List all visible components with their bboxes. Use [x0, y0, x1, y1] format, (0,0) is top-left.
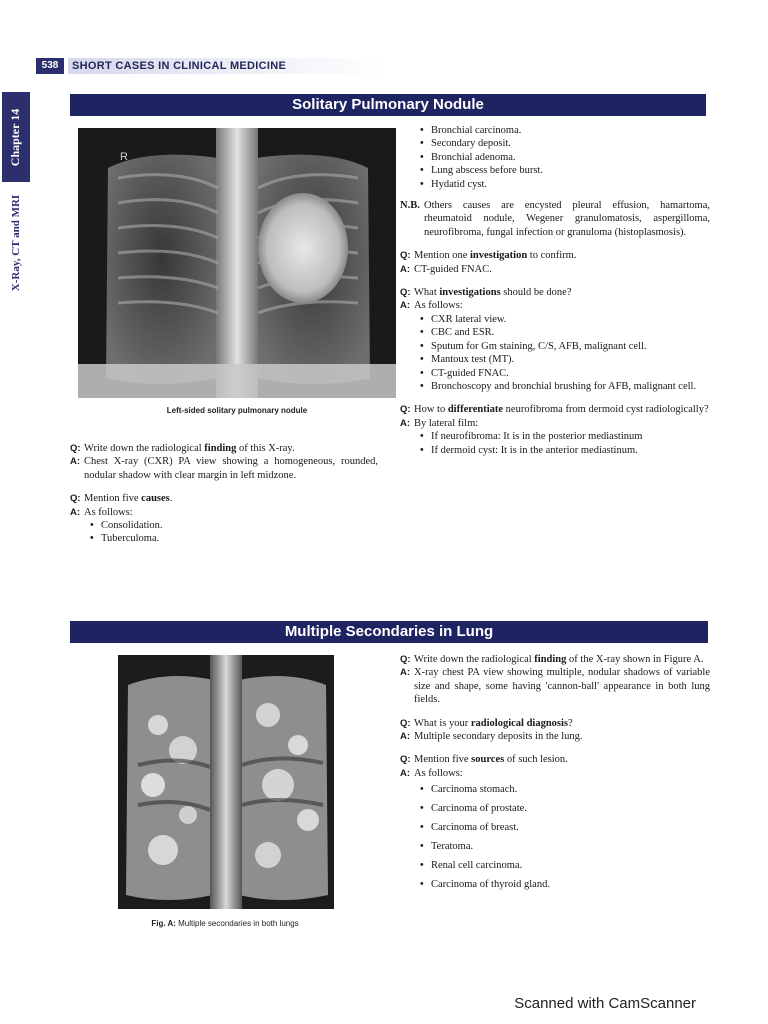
list-item: • Bronchoscopy and bronchial brushing for AFB, malignant cell.: [420, 380, 710, 393]
list-item: • Bronchial adenoma.: [420, 151, 710, 164]
qa-block: [400, 286, 710, 393]
list-item: • If dermoid cyst: It is in the anterior mediastinum.: [420, 444, 710, 457]
list-item: • Lung abscess before burst.: [420, 164, 710, 177]
a-label: A:: [400, 731, 411, 743]
list-item: • Secondary deposit.: [420, 137, 710, 150]
list-item: • If neurofibroma: It is in the posterior mediastinum: [420, 430, 710, 443]
bullet-list: [70, 519, 378, 546]
right-column-section2: [400, 653, 710, 904]
bullet-list: [400, 430, 710, 457]
page-number: 538: [36, 58, 64, 74]
figure-caption-secondaries: [100, 919, 350, 928]
question-text: Mention five sources of such lesion.: [414, 754, 568, 766]
side-label: [4, 184, 28, 302]
bullet-list: [400, 780, 710, 894]
list-item: • Mantoux test (MT).: [420, 353, 710, 366]
chapter-tab-label: Chapter 14: [8, 108, 23, 166]
list-item: • Carcinoma of breast.: [420, 818, 710, 837]
xray-side-marker: R: [120, 151, 128, 163]
xray-image-solitary-nodule: [78, 128, 396, 398]
q-label: Q:: [70, 443, 81, 454]
answer-text: As follows:: [84, 506, 133, 518]
a-label: A:: [70, 456, 81, 468]
a-label: A:: [400, 263, 411, 275]
question-text: What investigations should be done?: [414, 287, 572, 299]
answer-text: As follows:: [414, 767, 463, 779]
nb-text: Others causes are encysted pleural effusion, hamartoma, rheumatoid nodule, Wegener granulomatosis, aspergilloma, neurofibroma, fungal infection or granuloma (histoplasmosis).: [424, 200, 710, 238]
xray-chest-illustration: [78, 128, 396, 398]
figure-caption-prefix: Fig. A:: [151, 919, 176, 928]
a-label: A:: [400, 667, 411, 679]
qa-block: [400, 753, 710, 894]
answer-text: CT-guided FNAC.: [414, 263, 492, 275]
section-title-solitary: Solitary Pulmonary Nodule: [70, 94, 706, 116]
answer-text: Chest X-ray (CXR) PA view showing a homogeneous, rounded, nodular shadow with clear margin in left midzone.: [84, 456, 378, 481]
q-label: Q:: [400, 404, 411, 416]
list-item: • Renal cell carcinoma.: [420, 856, 710, 875]
qa-block: [400, 403, 710, 457]
figure-caption-solitary: Left-sided solitary pulmonary nodule: [166, 406, 308, 415]
q-label: Q:: [400, 654, 411, 665]
question-text: Mention one investigation to confirm.: [414, 250, 577, 262]
a-label: A:: [70, 506, 81, 518]
list-item: • CT-guided FNAC.: [420, 367, 710, 380]
qa-block: [400, 653, 710, 707]
a-label: A:: [400, 300, 411, 312]
list-item: • Carcinoma of prostate.: [420, 799, 710, 818]
nota-bene: [400, 199, 710, 239]
chapter-tab: [2, 92, 30, 182]
xray-chest-illustration: [118, 655, 334, 909]
list-item: • Teratoma.: [420, 837, 710, 856]
qa-block: [70, 492, 378, 546]
scanner-watermark: Scanned with CamScanner: [514, 995, 696, 1012]
question-text: What is your radiological diagnosis?: [414, 717, 573, 729]
q-label: Q:: [400, 754, 411, 766]
causes-list-continued: [400, 124, 710, 191]
qa-block: [400, 717, 710, 744]
list-item: • CXR lateral view.: [420, 313, 710, 326]
question-text: Write down the radiological finding of the X-ray shown in Figure A.: [414, 654, 704, 665]
qa-block: [400, 249, 710, 276]
q-label: Q:: [400, 250, 411, 262]
right-column-section1: [400, 124, 710, 467]
a-label: A:: [400, 767, 411, 779]
answer-text: As follows:: [414, 300, 463, 312]
q-label: Q:: [70, 493, 81, 505]
side-label-text: X-Ray, CT and MRI: [10, 194, 22, 292]
list-item: • Consolidation.: [90, 519, 378, 532]
question-text: Mention five causes.: [84, 493, 173, 505]
list-item: • Carcinoma stomach.: [420, 780, 710, 799]
answer-text: X-ray chest PA view showing multiple, nodular shadows of variable size and shape, some having 'cannon-ball' appearance in both lung fields.: [414, 667, 710, 706]
q-label: Q:: [400, 287, 411, 299]
list-item: • Sputum for Gm staining, C/S, AFB, malignant cell.: [420, 340, 710, 353]
answer-text: By lateral film:: [414, 417, 479, 429]
answer-text: Multiple secondary deposits in the lung.: [414, 731, 583, 743]
running-head: SHORT CASES IN CLINICAL MEDICINE: [68, 58, 386, 74]
figure-caption-text: Multiple secondaries in both lungs: [175, 919, 299, 928]
list-item: • Hydatid cyst.: [420, 178, 710, 191]
list-item: • Bronchial carcinoma.: [420, 124, 710, 137]
question-text: Write down the radiological finding of this X-ray.: [84, 443, 295, 454]
bullet-list: [400, 313, 710, 393]
list-item: • Carcinoma of thyroid gland.: [420, 875, 710, 894]
nb-label: N.B.: [400, 200, 420, 212]
qa-block: [70, 442, 378, 482]
left-column-section1: [70, 442, 378, 556]
q-label: Q:: [400, 717, 411, 729]
section-title-secondaries: Multiple Secondaries in Lung: [70, 621, 708, 643]
list-item: • Tuberculoma.: [90, 532, 378, 545]
a-label: A:: [400, 417, 411, 429]
xray-image-multiple-secondaries: [118, 655, 334, 909]
list-item: • CBC and ESR.: [420, 326, 710, 339]
question-text: How to differentiate neurofibroma from dermoid cyst radiologically?: [414, 404, 709, 416]
